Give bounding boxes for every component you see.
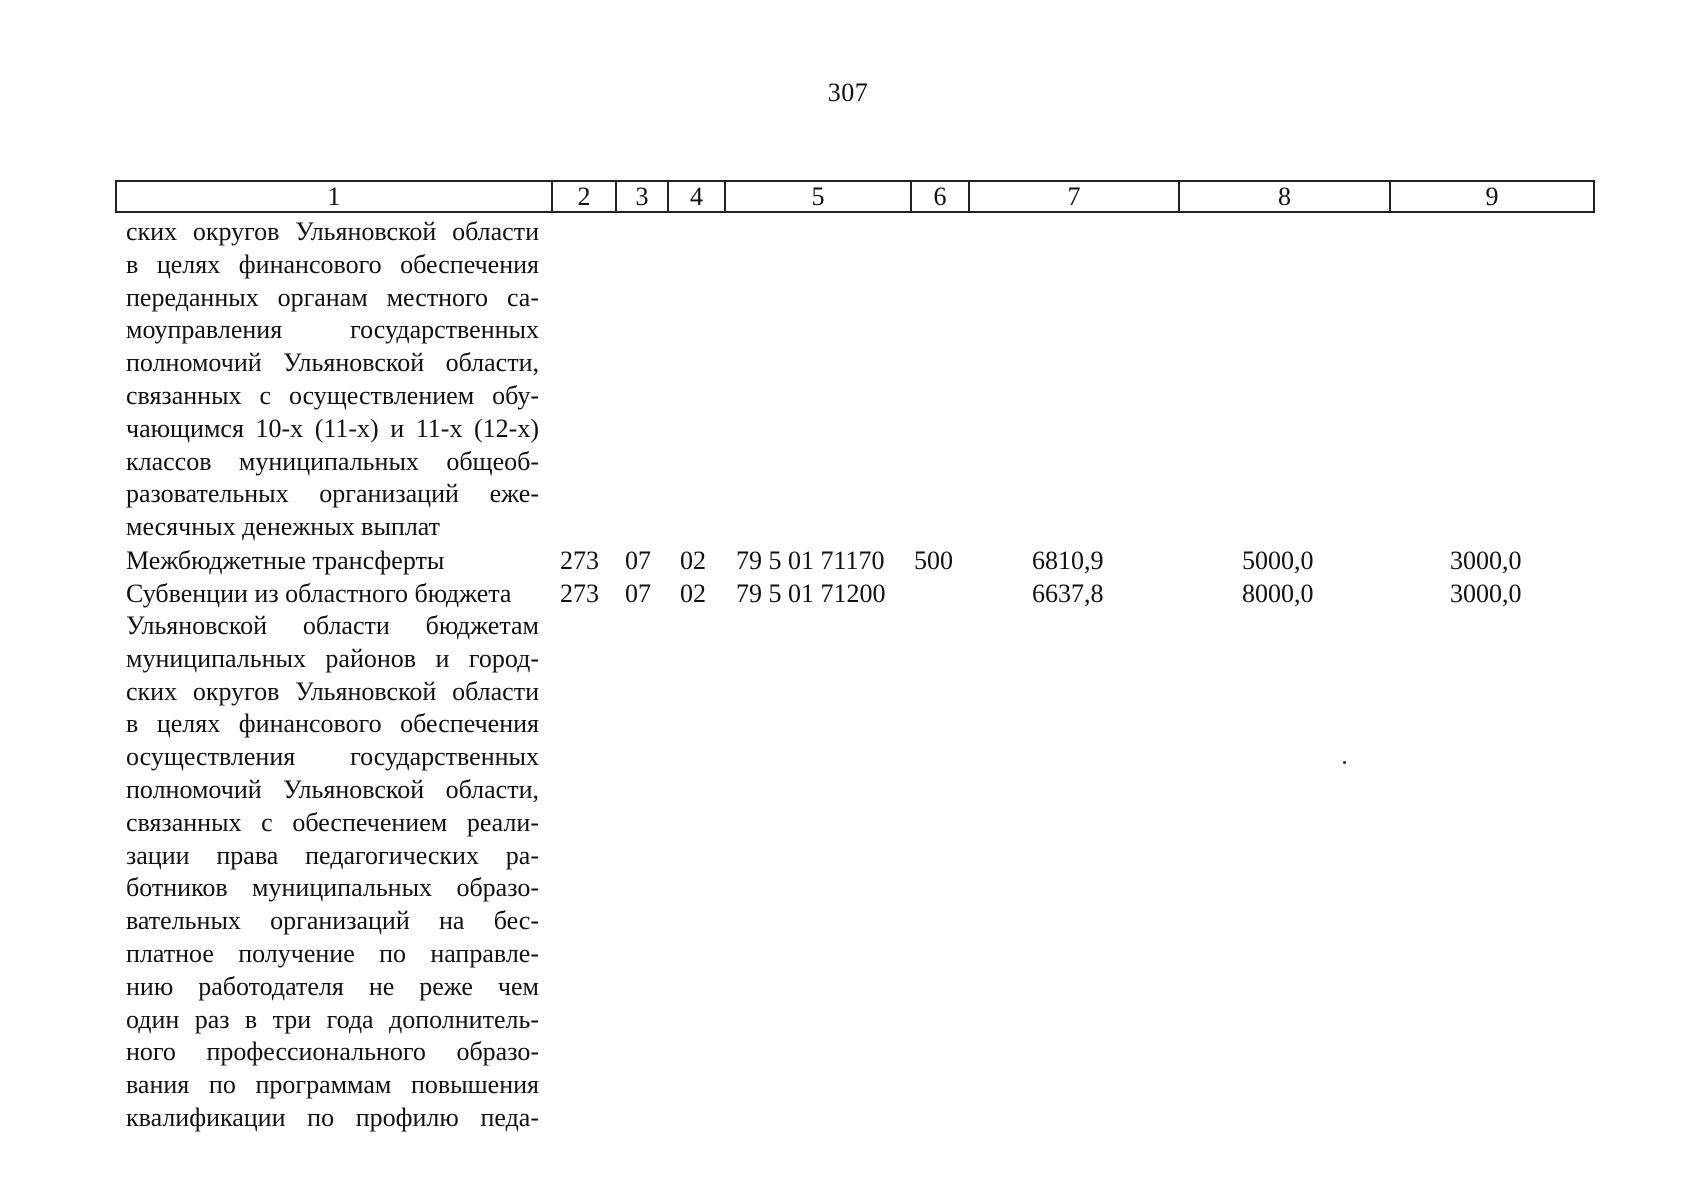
cell-col-8: 8000,0 [1242, 579, 1314, 608]
text-line: осуществления государственных [126, 742, 539, 772]
cell-col-8: 5000,0 [1242, 546, 1314, 575]
cell-col-3: 07 [625, 579, 651, 608]
page-number: 307 [827, 78, 869, 107]
header-col-7: 7 [969, 181, 1179, 212]
header-col-6: 6 [911, 181, 969, 212]
table-row [0, 577, 1696, 610]
text-line: ских округов Ульяновской области [126, 676, 539, 706]
text-line: ских округов Ульяновской области [126, 217, 539, 246]
text-line: полномочий Ульяновской области, [126, 348, 539, 378]
text-line: связанных с обеспечением реали- [126, 807, 539, 837]
text-line: зации права педагогических ра- [126, 840, 539, 870]
header-col-5: 5 [725, 181, 911, 212]
text-line: месячных денежных выплат [126, 512, 441, 542]
row-name: Субвенции из областного бюджета [126, 579, 512, 608]
row-name: Межбюджетные трансферты [126, 546, 445, 575]
cell-col-7: 6637,8 [1032, 579, 1104, 608]
cell-col-4: 02 [680, 546, 706, 575]
cell-col-7: 6810,9 [1032, 546, 1104, 575]
cell-col-5: 79 5 01 71170 [736, 546, 885, 575]
header-col-3: 3 [616, 181, 668, 212]
text-line: в целях финансового обеспечения [126, 709, 539, 739]
item-description [126, 610, 539, 1135]
text-line: платное получение по направле- [126, 938, 539, 968]
header-col-4: 4 [668, 181, 725, 212]
text-line: ного профессионального образо- [126, 1037, 539, 1067]
text-line: полномочий Ульяновской области, [126, 774, 539, 804]
table-row [0, 544, 1696, 577]
header-col-2: 2 [552, 181, 616, 212]
scan-speck [1343, 761, 1346, 764]
cell-col-5: 79 5 01 71200 [736, 579, 886, 608]
item-description-continued [126, 216, 539, 544]
text-line: моуправления государственных [126, 315, 539, 345]
header-col-9: 9 [1390, 181, 1594, 212]
text-line: в целях финансового обеспечения [126, 249, 539, 279]
table-header [115, 180, 1595, 213]
cell-col-2: 273 [560, 579, 599, 608]
text-line: разовательных организаций еже- [126, 479, 539, 509]
header-col-1: 1 [116, 181, 552, 212]
cell-col-9: 3000,0 [1450, 546, 1522, 575]
text-line: один раз в три года дополнитель- [126, 1004, 539, 1034]
text-line: связанных с осуществлением обу- [126, 380, 539, 410]
cell-col-4: 02 [680, 579, 706, 608]
cell-col-2: 273 [560, 546, 599, 575]
cell-col-9: 3000,0 [1450, 579, 1522, 608]
cell-col-6: 500 [914, 546, 953, 575]
text-line: чающимся 10-х (11-х) и 11-х (12-х) [126, 413, 539, 443]
text-line: муниципальных районов и город- [126, 643, 539, 673]
text-line: Ульяновской области бюджетам [126, 611, 539, 640]
text-line: переданных органам местного са- [126, 282, 539, 312]
text-line: ботников муниципальных образо- [126, 873, 539, 903]
cell-col-3: 07 [625, 546, 651, 575]
text-line: вательных организаций на бес- [126, 906, 539, 936]
text-line: классов муниципальных общеоб- [126, 446, 539, 476]
text-line: квалификации по профилю педа- [126, 1102, 539, 1132]
text-line: вания по программам повышения [126, 1070, 539, 1100]
text-line: нию работодателя не реже чем [126, 971, 539, 1001]
header-col-8: 8 [1179, 181, 1390, 212]
